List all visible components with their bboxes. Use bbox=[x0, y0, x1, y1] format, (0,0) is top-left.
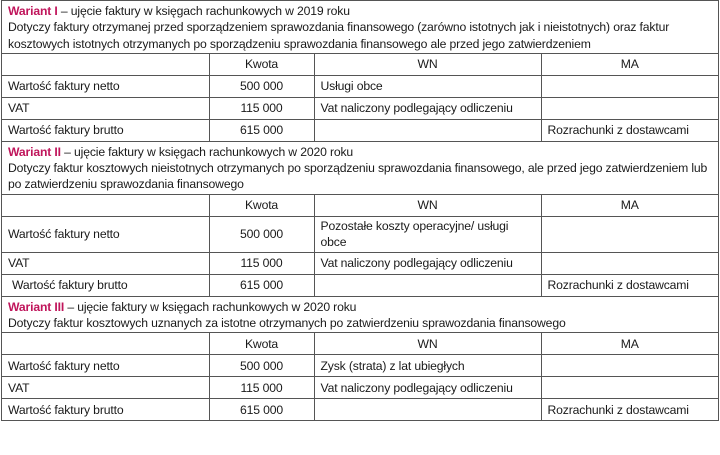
header-kwota: Kwota bbox=[209, 333, 314, 355]
row-ma: Rozrachunki z dostawcami bbox=[541, 399, 718, 421]
row-kwota: 115 000 bbox=[209, 97, 314, 119]
variant-header bbox=[2, 1, 718, 54]
row-wn: Usługi obce bbox=[314, 75, 541, 97]
header-label-cell bbox=[2, 195, 209, 217]
row-wn: Pozostałe koszty operacyjne/ usługi obce bbox=[314, 216, 541, 252]
row-kwota: 115 000 bbox=[209, 252, 314, 274]
variant-title-text: – ujęcie faktury w księgach rachunkowych w 2020 roku bbox=[64, 299, 357, 314]
table-row bbox=[2, 252, 718, 274]
header-ma: MA bbox=[541, 195, 718, 217]
row-wn: Vat naliczony podlegający odliczeniu bbox=[314, 97, 541, 119]
row-kwota: 615 000 bbox=[209, 119, 314, 141]
table-row bbox=[2, 399, 718, 421]
header-wn: WN bbox=[314, 54, 541, 76]
variant-description: Dotyczy faktur kosztowych nieistotnych otrzymanych po sporządzeniu sprawozdania finansowego, ale przed jego zatwierdzeniem lub po zatwierdzeniu sprawozdania finansowego bbox=[8, 161, 708, 192]
row-kwota: 615 000 bbox=[209, 399, 314, 421]
table-row bbox=[2, 355, 718, 377]
header-label-cell bbox=[2, 54, 209, 76]
table-row bbox=[2, 377, 718, 399]
booking-table bbox=[2, 54, 718, 142]
row-label: VAT bbox=[2, 97, 209, 119]
row-kwota: 500 000 bbox=[209, 75, 314, 97]
row-label: VAT bbox=[2, 377, 209, 399]
header-ma: MA bbox=[541, 333, 718, 355]
header-kwota: Kwota bbox=[209, 195, 314, 217]
variant-section-2 bbox=[2, 142, 718, 297]
row-wn: Zysk (strata) z lat ubiegłych bbox=[314, 355, 541, 377]
row-wn: Vat naliczony podlegający odliczeniu bbox=[314, 377, 541, 399]
row-label: Wartość faktury brutto bbox=[2, 119, 209, 141]
variant-title bbox=[8, 144, 712, 160]
table-row bbox=[2, 119, 718, 141]
row-ma bbox=[541, 377, 718, 399]
row-kwota: 115 000 bbox=[209, 377, 314, 399]
header-wn: WN bbox=[314, 333, 541, 355]
variant-label: Wariant III bbox=[8, 299, 65, 314]
row-label: Wartość faktury netto bbox=[2, 216, 209, 252]
row-ma bbox=[541, 97, 718, 119]
table-row bbox=[2, 75, 718, 97]
variant-label: Wariant I bbox=[8, 4, 58, 18]
table-row bbox=[2, 97, 718, 119]
row-label: VAT bbox=[2, 252, 209, 274]
row-wn bbox=[314, 119, 541, 141]
variant-title bbox=[8, 299, 712, 315]
header-label-cell bbox=[2, 333, 209, 355]
table-row bbox=[2, 216, 718, 252]
row-ma bbox=[541, 355, 718, 377]
table-row bbox=[2, 274, 718, 296]
row-label: Wartość faktury brutto bbox=[2, 399, 209, 421]
row-label: Wartość faktury netto bbox=[2, 355, 209, 377]
header-wn: WN bbox=[314, 195, 541, 217]
row-wn: Vat naliczony podlegający odliczeniu bbox=[314, 252, 541, 274]
table-header-row bbox=[2, 195, 718, 217]
row-wn bbox=[314, 274, 541, 296]
variant-label: Wariant II bbox=[8, 144, 61, 159]
variant-title bbox=[8, 3, 712, 19]
row-kwota: 500 000 bbox=[209, 216, 314, 252]
row-ma bbox=[541, 252, 718, 274]
header-ma: MA bbox=[541, 54, 718, 76]
variant-title-text: – ujęcie faktury w księgach rachunkowych w 2019 roku bbox=[57, 4, 350, 18]
row-wn bbox=[314, 399, 541, 421]
row-ma bbox=[541, 216, 718, 252]
booking-table bbox=[2, 195, 718, 297]
header-kwota: Kwota bbox=[209, 54, 314, 76]
table-header-row bbox=[2, 333, 718, 355]
document bbox=[1, 0, 719, 421]
row-label: Wartość faktury netto bbox=[2, 75, 209, 97]
row-ma bbox=[541, 75, 718, 97]
row-kwota: 500 000 bbox=[209, 355, 314, 377]
row-ma: Rozrachunki z dostawcami bbox=[541, 274, 718, 296]
variant-header bbox=[2, 142, 718, 195]
variant-header bbox=[2, 297, 718, 334]
row-ma: Rozrachunki z dostawcami bbox=[541, 119, 718, 141]
variant-description: Dotyczy faktur kosztowych uznanych za istotne otrzymanych po zatwierdzeniu sprawozdania finansowego bbox=[8, 316, 566, 331]
row-label: Wartość faktury brutto bbox=[2, 274, 209, 296]
variant-section-3 bbox=[2, 297, 718, 421]
variant-description: Dotyczy faktury otrzymanej przed sporządzeniem sprawozdania finansowego (zarówno istotnych jak i nieistotnych) oraz faktur kosztowych istotnych otrzymanych po sporządzeniu sprawozdania finansowego ale przed jego zatwierdzeniem bbox=[8, 20, 670, 51]
table-header-row bbox=[2, 54, 718, 76]
row-kwota: 615 000 bbox=[209, 274, 314, 296]
booking-table bbox=[2, 333, 718, 420]
variant-section-1 bbox=[2, 1, 718, 142]
variant-title-text: – ujęcie faktury w księgach rachunkowych w 2020 roku bbox=[60, 144, 354, 159]
